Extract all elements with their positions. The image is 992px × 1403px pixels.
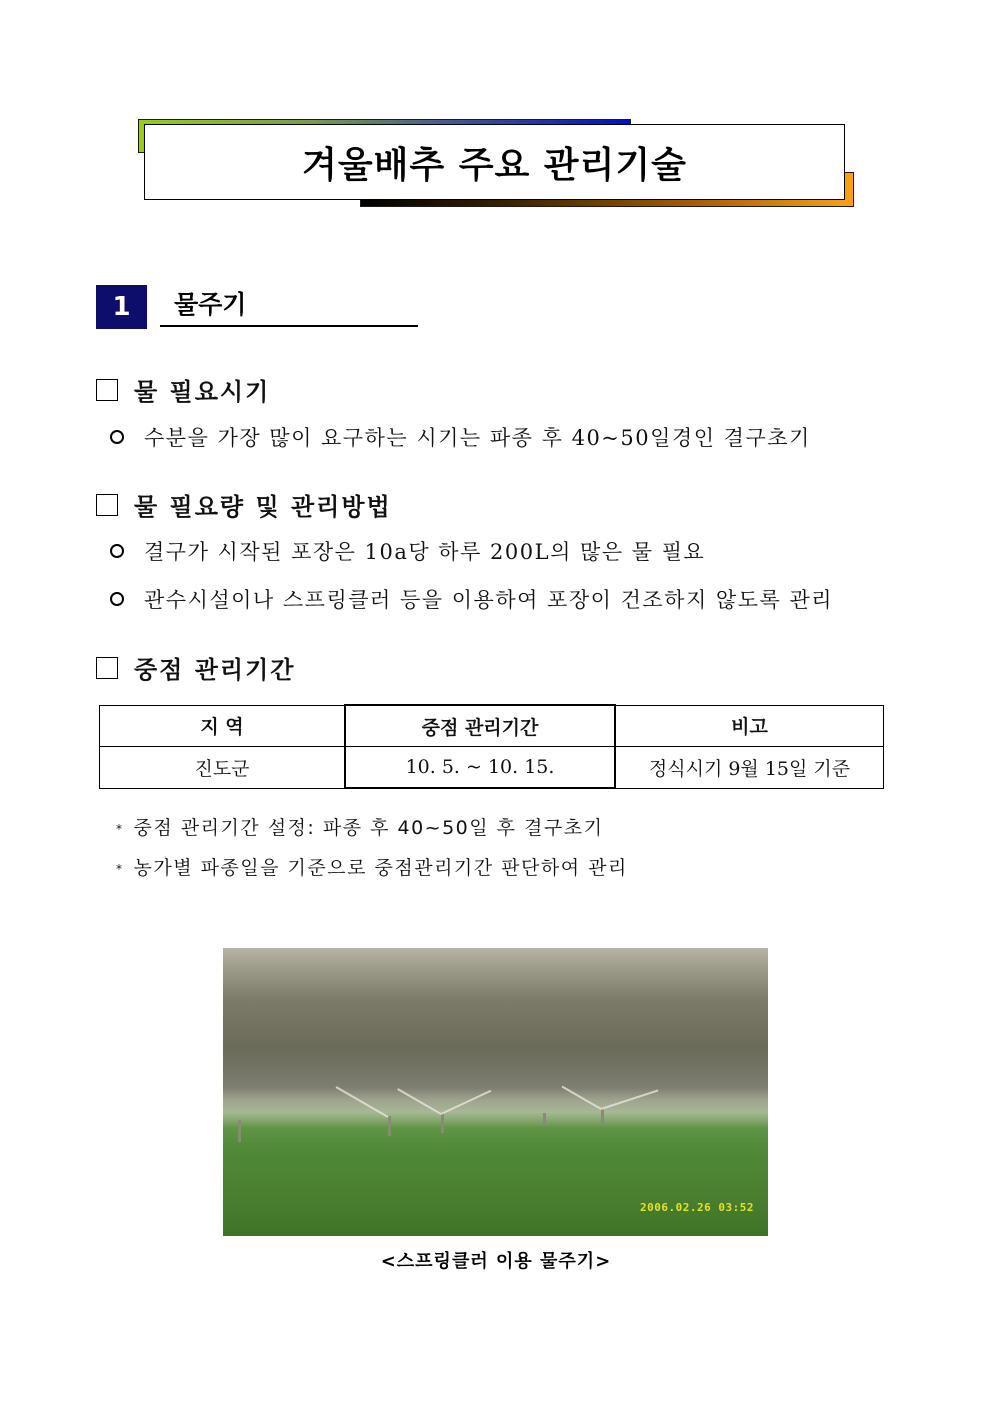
footnote-text: 농가별 파종일을 기준으로 중점관리기간 판단하여 관리 [133, 857, 628, 879]
asterisk-marker: * [116, 861, 124, 876]
square-bullet-icon [96, 379, 118, 401]
table-cell: 10. 5. ~ 10. 15. [345, 747, 615, 789]
subsection-heading-key-period [96, 650, 295, 685]
circle-bullet-icon [110, 430, 124, 444]
sprinkler-stem [441, 1113, 444, 1133]
circle-bullet-icon [110, 544, 124, 558]
bullet-text: 수분을 가장 많이 요구하는 시기는 파종 후 40~50일경인 결구초기 [144, 426, 811, 450]
footnote-text: 중점 관리기간 설정: 파종 후 40~50일 후 결구초기 [133, 817, 604, 839]
table-header-row [100, 705, 884, 747]
table-header-cell: 중점 관리기간 [345, 705, 615, 747]
table-cell: 정식시기 9월 15일 기준 [615, 747, 884, 789]
bullet-text: 관수시설이나 스프링클러 등을 이용하여 포장이 건조하지 않도록 관리 [144, 588, 834, 612]
bullet-item [110, 422, 910, 452]
subsection-heading-water-timing [96, 372, 270, 407]
photo-timestamp: 2006.02.26 03:52 [640, 1201, 754, 1214]
sprinkler-field-photo [223, 948, 768, 1236]
bullet-item [110, 584, 910, 614]
square-bullet-icon [96, 657, 118, 679]
key-period-table [99, 704, 884, 789]
subsection-heading-text: 물 필요시기 [134, 377, 271, 406]
sprinkler-stem [601, 1108, 604, 1124]
figure-caption: <스프링클러 이용 물주기> [380, 1251, 612, 1272]
footnote [116, 853, 628, 880]
table-header-cell: 비고 [615, 705, 884, 747]
sprinkler-stem [543, 1113, 546, 1125]
section-number-badge: 1 [96, 285, 147, 329]
square-bullet-icon [96, 494, 118, 516]
circle-bullet-icon [110, 592, 124, 606]
subsection-heading-text: 중점 관리기간 [134, 655, 296, 684]
title-box [144, 124, 845, 200]
table-row [100, 747, 884, 789]
sprinkler-stem [238, 1120, 241, 1142]
table-cell: 진도군 [100, 747, 346, 789]
asterisk-marker: * [116, 821, 124, 836]
bullet-item [110, 536, 910, 566]
section-title: 물주기 [160, 283, 418, 327]
bullet-text: 결구가 시작된 포장은 10a당 하루 200L의 많은 물 필요 [144, 540, 706, 564]
photo-mist [223, 1088, 768, 1128]
sprinkler-stem [388, 1116, 391, 1136]
document-title-block [138, 119, 854, 207]
subsection-heading-text: 물 필요량 및 관리방법 [134, 492, 392, 521]
document-title: 겨울배추 주요 관리기술 [302, 144, 687, 186]
subsection-heading-water-amount [96, 487, 392, 522]
table-header-cell: 지 역 [100, 705, 346, 747]
footnote [116, 813, 603, 840]
